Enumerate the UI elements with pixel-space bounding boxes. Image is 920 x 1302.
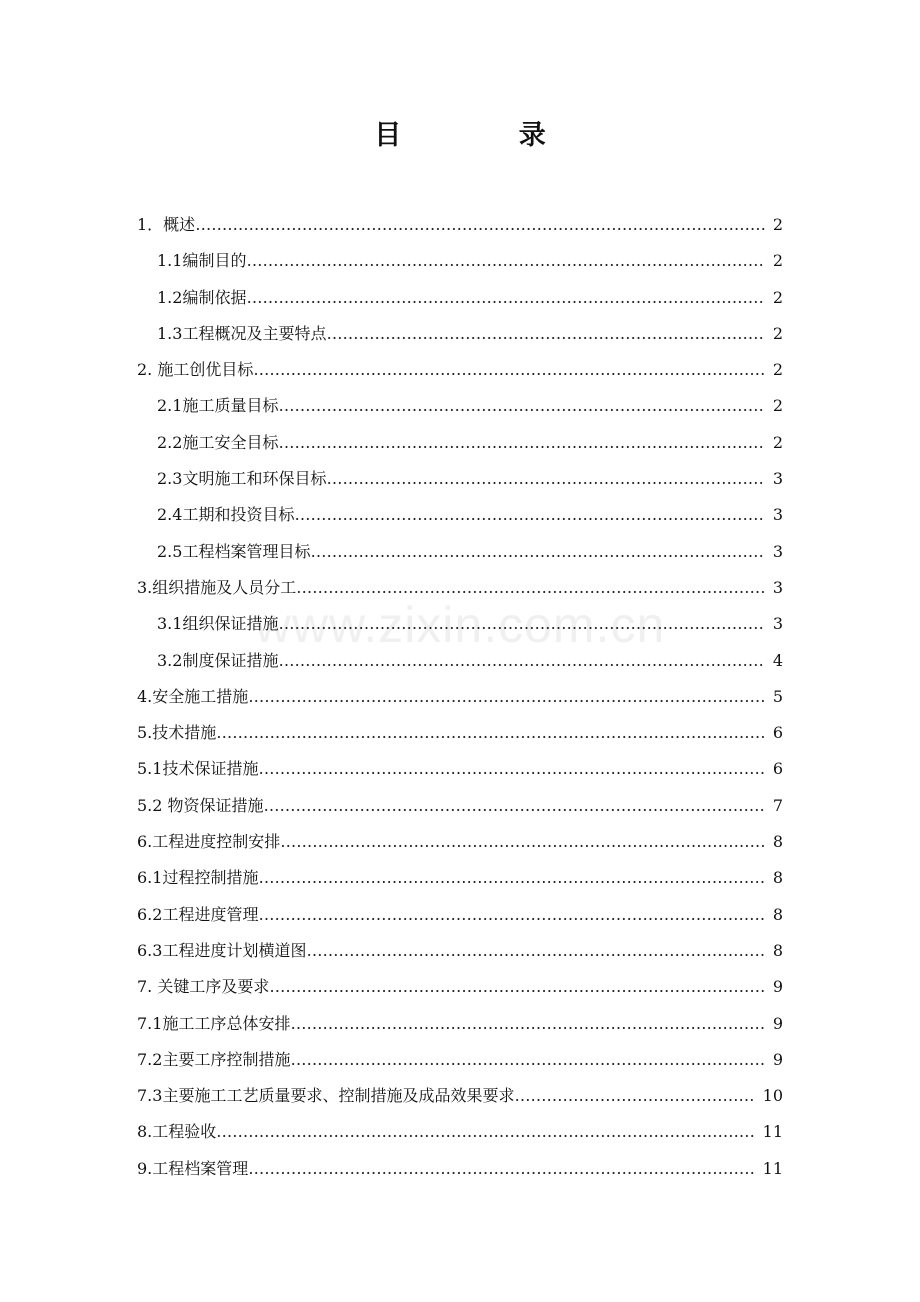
toc-entry-page-number: 9 xyxy=(772,1049,783,1069)
toc-entry-label: 2.3文明施工和环保目标 xyxy=(157,469,327,489)
toc-entry[interactable] xyxy=(137,1117,783,1153)
watermark: www.zixin.com.cn xyxy=(254,597,666,653)
toc-entry[interactable] xyxy=(137,355,783,391)
toc-entry-page-number: 4 xyxy=(772,650,783,670)
toc-entry-page-number: 3 xyxy=(772,505,783,525)
toc-entry-label: 6.1过程控制措施 xyxy=(137,868,259,888)
toc-entry-label: 7. 关键工序及要求 xyxy=(137,977,270,997)
toc-dot-leader xyxy=(258,754,764,784)
toc-entry-label: 7.2主要工序控制措施 xyxy=(137,1049,291,1069)
toc-entry-page-number: 3 xyxy=(772,541,783,561)
toc-entry[interactable] xyxy=(137,827,783,863)
toc-entry-label: 8.工程验收 xyxy=(137,1122,217,1142)
toc-dot-leader xyxy=(248,1154,754,1184)
toc-dot-leader xyxy=(278,428,764,458)
toc-entry[interactable] xyxy=(137,863,783,899)
toc-entry[interactable] xyxy=(137,1154,783,1190)
toc-entry[interactable] xyxy=(137,682,783,718)
toc-entry-page-number: 10 xyxy=(762,1086,783,1106)
toc-entry-page-number: 8 xyxy=(772,904,783,924)
toc-dot-leader xyxy=(514,1081,754,1111)
toc-entry-label: 1．概述 xyxy=(137,215,196,234)
toc-entry-page-number: 6 xyxy=(772,723,783,743)
toc-entry-page-number: 11 xyxy=(762,1122,783,1142)
toc-dot-leader xyxy=(264,791,765,821)
toc-dot-leader xyxy=(294,500,764,530)
toc-entry-page-number: 2 xyxy=(772,396,783,416)
table-of-contents xyxy=(137,210,783,1190)
toc-entry-label: 6.2工程进度管理 xyxy=(137,904,259,924)
toc-dot-leader xyxy=(296,573,765,603)
toc-entry-page-number: 9 xyxy=(772,1013,783,1033)
toc-entry[interactable] xyxy=(137,500,783,536)
toc-entry[interactable] xyxy=(137,537,783,573)
toc-dot-leader xyxy=(310,537,764,567)
toc-entry-page-number: 2 xyxy=(772,360,783,380)
toc-entry-label: 5.1技术保证措施 xyxy=(137,759,259,779)
toc-entry[interactable] xyxy=(137,1081,783,1117)
toc-entry-page-number: 3 xyxy=(772,614,783,634)
toc-entry-label: 2.5工程档案管理目标 xyxy=(157,541,311,561)
toc-entry-page-number: 11 xyxy=(762,1158,783,1178)
toc-dot-leader xyxy=(246,283,764,313)
toc-dot-leader xyxy=(290,1009,764,1039)
toc-entry-label: 5.2 物资保证措施 xyxy=(137,795,264,815)
toc-entry-page-number: 7 xyxy=(772,795,783,815)
page-title: 目 录 xyxy=(374,120,600,151)
toc-entry[interactable] xyxy=(137,972,783,1008)
toc-entry-label: 5.技术措施 xyxy=(137,723,217,743)
toc-dot-leader xyxy=(246,246,764,276)
toc-entry-page-number: 6 xyxy=(772,759,783,779)
toc-dot-leader xyxy=(216,718,765,748)
toc-entry-label: 6.3工程进度计划横道图 xyxy=(137,940,307,960)
toc-dot-leader xyxy=(248,682,765,712)
toc-entry[interactable] xyxy=(137,464,783,500)
toc-entry-label: 7.1施工工序总体安排 xyxy=(137,1013,291,1033)
toc-entry-label: 9.工程档案管理 xyxy=(137,1158,249,1178)
toc-entry-page-number: 2 xyxy=(772,287,783,307)
toc-entry-page-number: 3 xyxy=(772,469,783,489)
toc-dot-leader xyxy=(258,900,764,930)
toc-dot-leader xyxy=(278,609,764,639)
toc-entry-label: 7.3主要施工工艺质量要求、控制措施及成品效果要求 xyxy=(137,1086,515,1106)
toc-entry-page-number: 8 xyxy=(772,832,783,852)
toc-entry-page-number: 2 xyxy=(772,251,783,271)
toc-entry[interactable] xyxy=(137,428,783,464)
toc-dot-leader xyxy=(269,972,764,1002)
toc-dot-leader xyxy=(216,1117,754,1147)
toc-entry-page-number: 8 xyxy=(772,940,783,960)
toc-entry-label: 3.2制度保证措施 xyxy=(157,650,279,670)
toc-entry[interactable] xyxy=(137,936,783,972)
toc-dot-leader xyxy=(290,1045,764,1075)
toc-entry[interactable] xyxy=(137,246,783,282)
toc-entry-label: 2.4工期和投资目标 xyxy=(157,505,295,525)
toc-entry[interactable] xyxy=(137,1045,783,1081)
toc-entry[interactable] xyxy=(137,791,783,827)
toc-dot-leader xyxy=(326,319,764,349)
toc-dot-leader xyxy=(258,863,764,893)
toc-entry[interactable] xyxy=(137,609,783,645)
toc-dot-leader xyxy=(195,210,765,240)
toc-entry-page-number: 8 xyxy=(772,868,783,888)
toc-entry-label: 1.2编制依据 xyxy=(157,287,247,307)
toc-dot-leader xyxy=(280,827,765,857)
toc-entry-label: 2. 施工创优目标 xyxy=(137,360,254,380)
toc-entry[interactable] xyxy=(137,718,783,754)
toc-entry-page-number: 2 xyxy=(772,215,783,234)
toc-entry-label: 2.2施工安全目标 xyxy=(157,432,279,452)
toc-entry-label: 1.3工程概况及主要特点 xyxy=(157,323,327,343)
toc-dot-leader xyxy=(278,391,764,421)
toc-entry[interactable] xyxy=(137,646,783,682)
toc-dot-leader xyxy=(306,936,764,966)
toc-dot-leader xyxy=(253,355,764,385)
toc-entry[interactable] xyxy=(137,391,783,427)
toc-entry-label: 1.1编制目的 xyxy=(157,251,247,271)
toc-entry-page-number: 9 xyxy=(772,977,783,997)
toc-entry-label: 6.工程进度控制安排 xyxy=(137,832,281,852)
toc-dot-leader xyxy=(278,646,764,676)
toc-entry-label: 3.组织措施及人员分工 xyxy=(137,577,297,597)
toc-entry-label: 2.1施工质量目标 xyxy=(157,396,279,416)
toc-entry[interactable] xyxy=(137,210,783,246)
toc-entry-label: 3.1组织保证措施 xyxy=(157,614,279,634)
toc-entry[interactable] xyxy=(137,573,783,609)
toc-entry[interactable] xyxy=(137,1009,783,1045)
toc-entry-page-number: 2 xyxy=(772,323,783,343)
toc-entry[interactable] xyxy=(137,900,783,936)
toc-entry-page-number: 2 xyxy=(772,432,783,452)
toc-entry[interactable] xyxy=(137,319,783,355)
toc-entry-page-number: 3 xyxy=(772,577,783,597)
toc-entry-page-number: 5 xyxy=(772,686,783,706)
toc-entry-label: 4.安全施工措施 xyxy=(137,686,249,706)
toc-dot-leader xyxy=(326,464,764,494)
toc-entry[interactable] xyxy=(137,283,783,319)
toc-entry[interactable] xyxy=(137,754,783,790)
